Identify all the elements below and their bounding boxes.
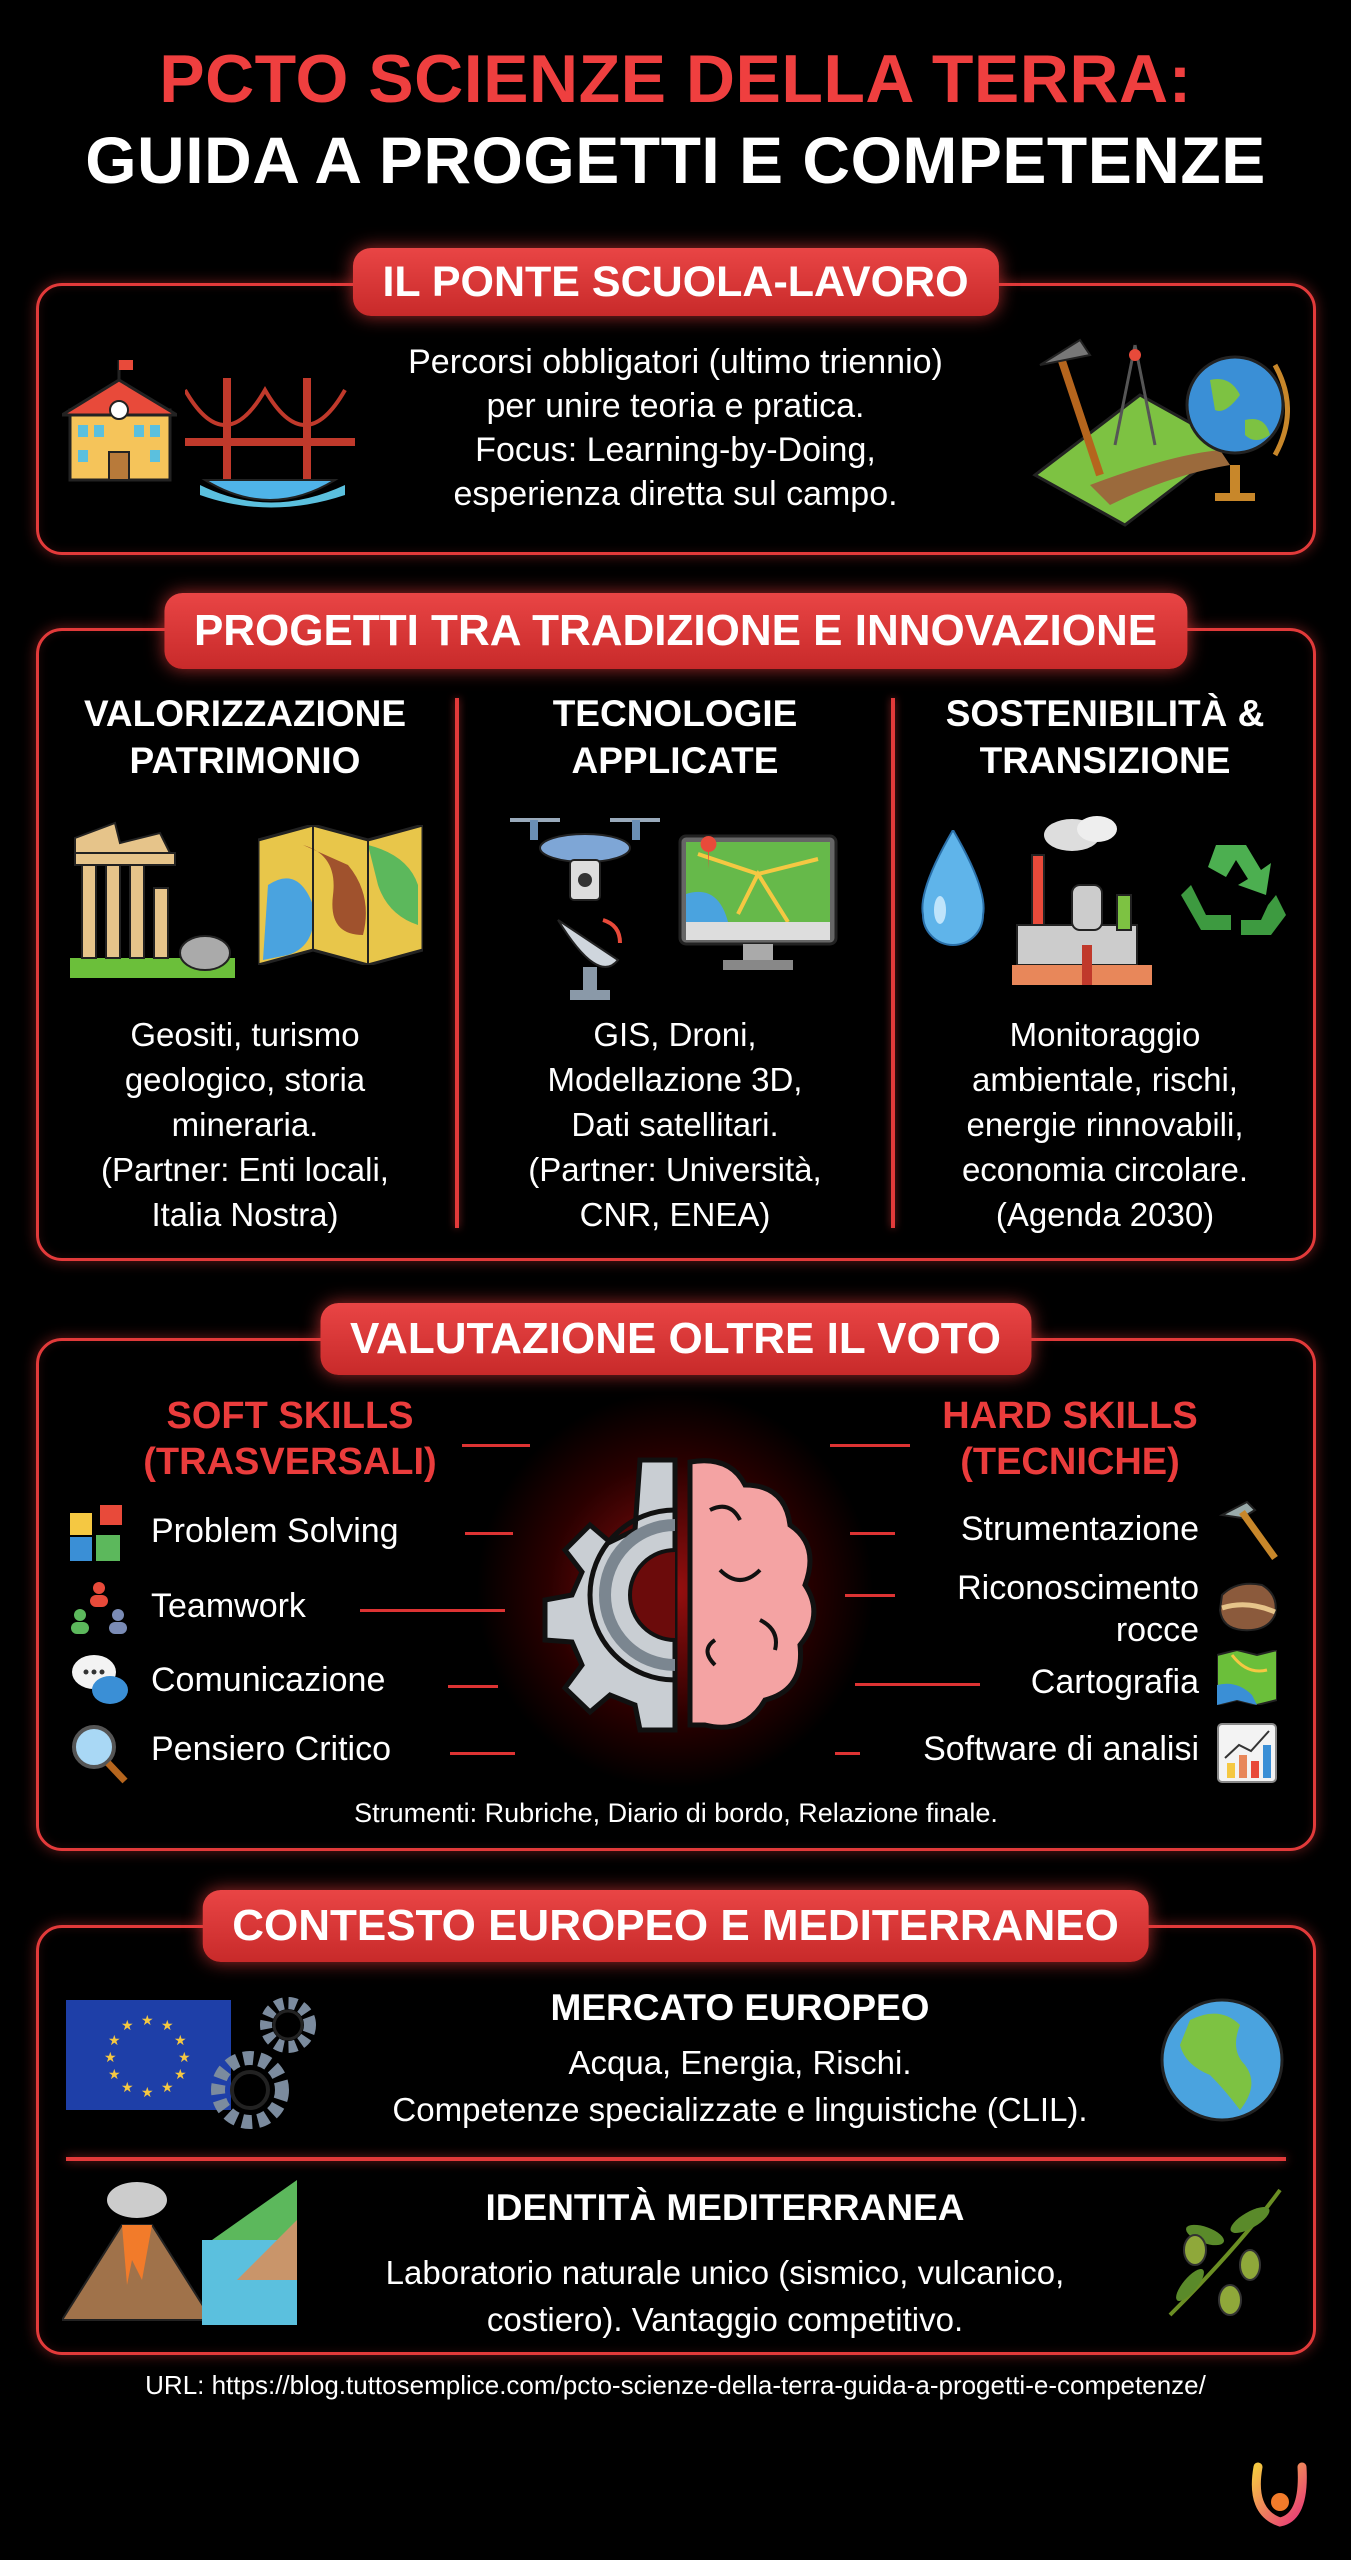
connector-line: [835, 1752, 860, 1755]
svg-text:★: ★: [141, 2085, 154, 2101]
mercato-europeo-line: Acqua, Energia, Rischi.: [568, 2044, 912, 2081]
section1-line: per unire teoria e pratica.: [486, 387, 865, 425]
svg-text:★: ★: [178, 2050, 191, 2066]
hard-skills-heading: [900, 1393, 1240, 1485]
field-tools-globe-icon: [1030, 335, 1290, 535]
svg-text:★: ★: [104, 2050, 117, 2066]
svg-text:★: ★: [121, 2080, 134, 2096]
water-drop-icon: [918, 830, 988, 955]
identita-mediterranea-block: [300, 2180, 1150, 2343]
chat-bubbles-icon: [70, 1652, 130, 1717]
connector-line: [465, 1532, 513, 1535]
column-text-line: economia circolare.: [961, 1151, 1249, 1188]
column-title-line: PATRIMONIO: [129, 740, 361, 781]
column-text-tecnologie: [475, 1012, 875, 1237]
column-text-patrimonio: [50, 1012, 440, 1237]
section1-text: [320, 340, 1031, 516]
main-title-line1: PCTO SCIENZE DELLA TERRA:: [159, 41, 1192, 117]
column-title-line: TECNOLOGIE: [552, 693, 798, 734]
recycle-icon: [1176, 835, 1291, 950]
svg-text:★: ★: [108, 2033, 121, 2049]
column-text-line: mineraria.: [171, 1106, 319, 1143]
svg-text:★: ★: [121, 2018, 134, 2034]
column-title-tecnologie: [475, 690, 875, 784]
column-text-line: (Partner: Università,: [528, 1151, 822, 1188]
column-title-line: APPLICATE: [571, 740, 779, 781]
section1-line: Percorsi obbligatori (ultimo triennio): [408, 343, 943, 381]
column-text-line: GIS, Droni,: [593, 1016, 757, 1053]
skill-line: Riconoscimento: [957, 1569, 1199, 1607]
identita-mediterranea-heading: IDENTITÀ MEDITERRANEA: [485, 2187, 965, 2228]
puzzle-icon: [70, 1505, 128, 1568]
satellite-dish-icon: [548, 905, 638, 1010]
connector-line: [855, 1683, 980, 1686]
section-title-valutazione: VALUTAZIONE OLTRE IL VOTO: [320, 1303, 1031, 1375]
heading-line: HARD SKILLS: [942, 1395, 1198, 1437]
section-title-progetti: PROGETTI TRA TRADIZIONE E INNOVAZIONE: [164, 593, 1187, 669]
volcano-coast-icon: [62, 2180, 297, 2330]
connector-line: [845, 1594, 895, 1597]
svg-text:★: ★: [174, 2033, 187, 2049]
section-title-contesto: CONTESTO EUROPEO E MEDITERRANEO: [202, 1890, 1149, 1962]
column-divider: [455, 698, 459, 1228]
svg-text:★: ★: [108, 2067, 121, 2083]
heading-line: SOFT SKILLS: [166, 1395, 414, 1437]
soft-skill-pensiero-critico: Pensiero Critico: [151, 1730, 391, 1768]
column-text-line: energie rinnovabili,: [966, 1106, 1244, 1143]
connector-line: [462, 1444, 530, 1447]
globe-icon: [1160, 1995, 1285, 2130]
svg-text:★: ★: [174, 2067, 187, 2083]
column-text-line: Dati satellitari.: [571, 1106, 779, 1143]
magnifier-icon: [70, 1723, 130, 1790]
heading-line: (TRASVERSALI): [143, 1441, 437, 1483]
connector-line: [360, 1609, 505, 1612]
olive-branch-icon: [1150, 2185, 1290, 2330]
section1-line: esperienza diretta sul campo.: [453, 475, 898, 513]
mercato-europeo-heading: MERCATO EUROPEO: [550, 1987, 930, 2028]
soft-skill-problem-solving: Problem Solving: [151, 1512, 399, 1550]
section1-line: Focus: Learning-by-Doing,: [475, 431, 876, 469]
identita-mediterranea-line: costiero). Vantaggio competitivo.: [486, 2301, 964, 2338]
column-text-line: Monitoraggio: [1009, 1016, 1201, 1053]
drone-icon: [500, 810, 670, 915]
chart-icon: [1217, 1723, 1277, 1788]
hard-skill-software-analisi: Software di analisi: [923, 1730, 1199, 1768]
svg-text:★: ★: [141, 2013, 154, 2029]
evaluation-tools: Strumenti: Rubriche, Diario di bordo, Relazione finale.: [354, 1798, 998, 1828]
column-text-line: Geositi, turismo: [130, 1016, 360, 1053]
brand-logo-icon: [1250, 2462, 1310, 2537]
rock-icon: [1217, 1580, 1279, 1640]
svg-text:★: ★: [161, 2080, 174, 2096]
hard-skill-cartografia: Cartografia: [1030, 1663, 1199, 1701]
team-icon: [70, 1580, 128, 1643]
hard-skill-riconoscimento-rocce: [957, 1567, 1199, 1651]
column-text-line: CNR, ENEA): [579, 1196, 771, 1233]
column-text-sostenibilita: [905, 1012, 1305, 1237]
connector-line: [448, 1685, 498, 1688]
mercato-europeo-line: Competenze specializzate e linguistiche (CLIL).: [392, 2091, 1088, 2128]
column-text-line: geologico, storia: [124, 1061, 366, 1098]
hard-skill-strumentazione: Strumentazione: [960, 1510, 1199, 1548]
heading-line: (TECNICHE): [960, 1441, 1180, 1483]
column-text-line: (Agenda 2030): [995, 1196, 1215, 1233]
mercato-europeo-block: [300, 1980, 1180, 2133]
skill-line: rocce: [1115, 1611, 1199, 1649]
section4-divider: [66, 2157, 1286, 2161]
connector-line: [450, 1752, 515, 1755]
column-divider: [891, 698, 895, 1228]
connector-line: [850, 1532, 895, 1535]
column-title-line: VALORIZZAZIONE: [83, 693, 406, 734]
soft-skills-heading: [120, 1393, 460, 1485]
column-text-line: Modellazione 3D,: [547, 1061, 803, 1098]
svg-text:★: ★: [161, 2018, 174, 2034]
hammer-icon: [1217, 1500, 1279, 1567]
topographic-map-icon: [258, 825, 423, 970]
column-text-line: Italia Nostra): [151, 1196, 339, 1233]
column-text-line: (Partner: Enti locali,: [101, 1151, 389, 1188]
column-title-patrimonio: [50, 690, 440, 784]
school-icon: [62, 360, 177, 490]
identita-mediterranea-line: Laboratorio naturale unico (sismico, vulcanico,: [385, 2254, 1065, 2291]
column-text-line: ambientale, rischi,: [972, 1061, 1238, 1098]
soft-skill-comunicazione: Comunicazione: [151, 1661, 386, 1699]
power-plant-icon: [1012, 815, 1152, 990]
gis-monitor-icon: [678, 834, 838, 979]
connector-line: [830, 1444, 910, 1447]
column-title-line: SOSTENIBILITÀ &: [945, 693, 1265, 734]
main-title-line2: GUIDA A PROGETTI E COMPETENZE: [85, 123, 1266, 197]
column-title-line: TRANSIZIONE: [979, 740, 1231, 781]
gear-brain-icon: [530, 1450, 830, 1745]
map-icon: [1217, 1650, 1277, 1710]
column-title-sostenibilita: [905, 690, 1305, 784]
section-title-ponte: IL PONTE SCUOLA-LAVORO: [352, 248, 998, 316]
soft-skill-teamwork: Teamwork: [151, 1587, 306, 1625]
ruins-icon: [70, 818, 235, 983]
source-url[interactable]: URL: https://blog.tuttosemplice.com/pcto-scienze-della-terra-guida-a-progetti-e-competenze/: [145, 2370, 1206, 2400]
